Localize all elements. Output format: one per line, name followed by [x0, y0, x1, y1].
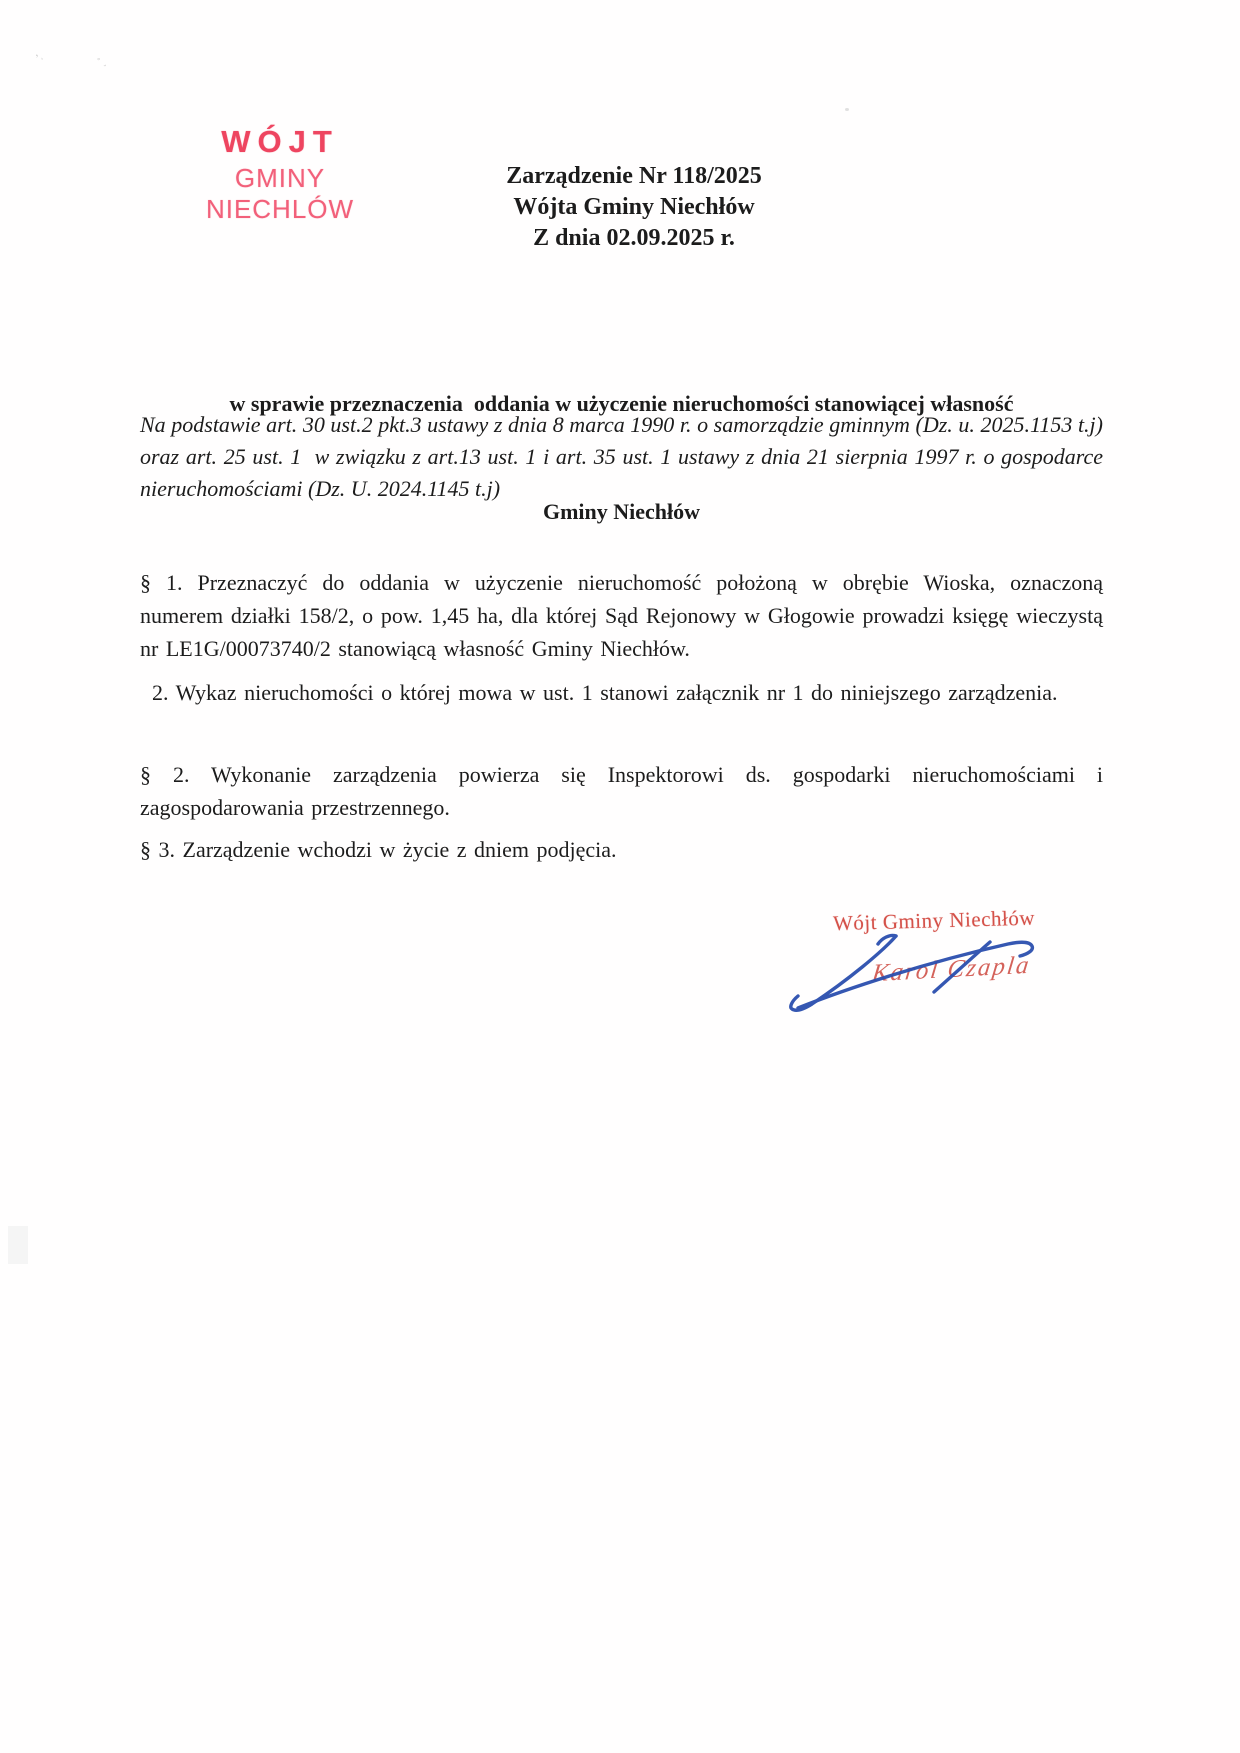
signature-role-stamp: Wójt Gminy Niechłów [832, 905, 1036, 936]
handwritten-signature [778, 930, 1064, 1022]
paragraph-3: § 3. Zarządzenie wchodzi w życie z dniem podjęcia. [140, 837, 617, 862]
paragraph-1: § 1. Przeznaczyć do oddania w użyczenie nieruchomość położoną w obrębie Wioska, oznaczoną numerem działki 158/2, o pow. 1,45 ha, dla której Sąd Rejonowy w Głogowie prowadzi księgę wieczystą nr LE1G/00073740/2 stanowiącą własność Gminy Niechłów. [140, 570, 1103, 661]
stamp-municipality: GMINY NIECHLÓW [205, 163, 355, 224]
scan-artifact: ˚˯ [96, 55, 108, 69]
scan-artifact [8, 1226, 28, 1264]
legal-basis: Na podstawie art. 30 ust.2 pkt.3 ustawy z dnia 8 marca 1990 r. o samorządzie gminnym (Dz. u. 2025.1153 t.j) oraz art. 25 ust. 1 w związku z art.13 ust. 1 i art. 35 ust. 1 ustawy z dnia 21 sierpnia 1997 r. o gospodarce nieruchomościami (Dz. U. 2024.1145 t.j) [140, 412, 1109, 501]
signature-name-stamp: Karol Czapla [870, 951, 1033, 988]
office-stamp [160, 124, 400, 225]
decree-number: Zarządzenie Nr 118/2025 [506, 163, 762, 189]
decree-date: Z dnia 02.09.2025 r. [533, 225, 735, 251]
scan-artifact [845, 108, 849, 111]
scan-artifact: ʼ˒ [34, 51, 46, 65]
decree-title-block [434, 161, 834, 254]
subject-line-1: w sprawie przeznaczenia oddania w użyczenie nieruchomości stanowiącej własność [229, 391, 1014, 416]
stamp-office-title: WÓJT [221, 124, 339, 159]
paragraph-1-ust-2: 2. Wykaz nieruchomości o której mowa w ust. 1 stanowi załącznik nr 1 do niniejszego zarządzenia. [152, 680, 1058, 705]
subject-line-2: Gminy Niechłów [542, 499, 701, 524]
paragraph-2: § 2. Wykonanie zarządzenia powierza się Inspektorowi ds. gospodarki nieruchomościami i zagospodarowania przestrzennego. [140, 762, 1103, 820]
decree-issuer: Wójta Gminy Niechłów [513, 194, 755, 220]
